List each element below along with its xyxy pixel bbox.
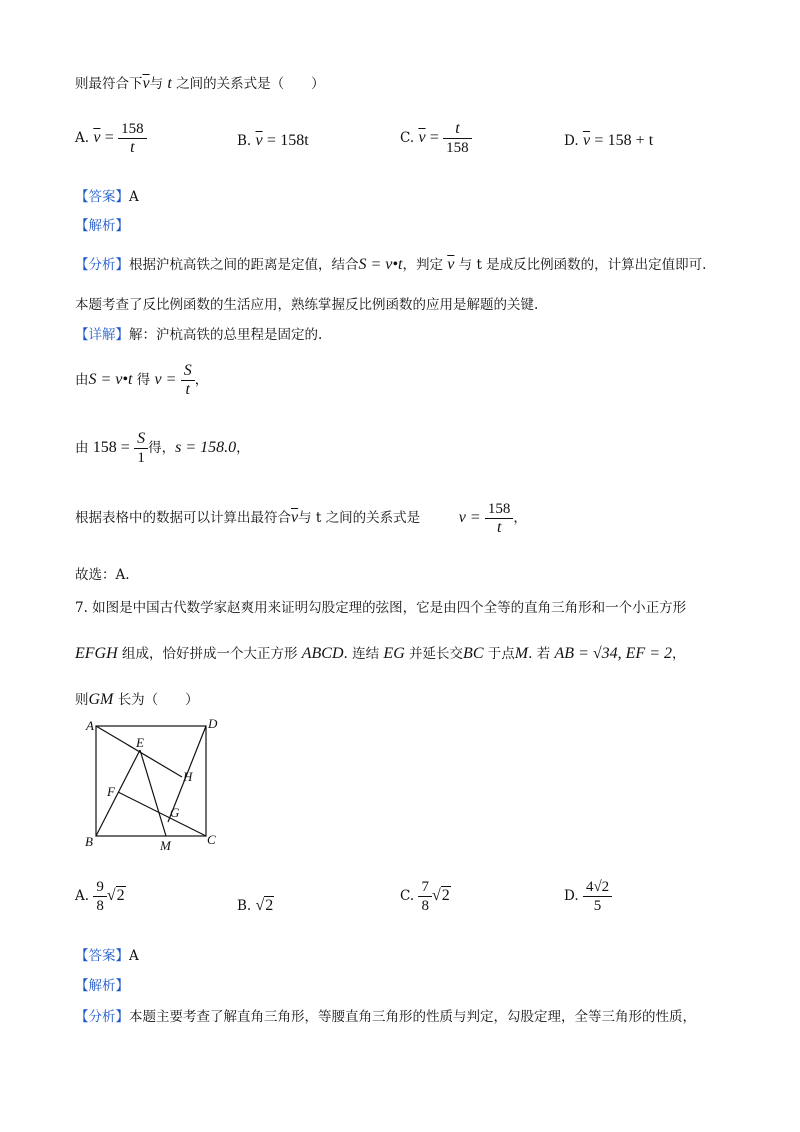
option-eq: = [104, 129, 114, 146]
q6-stem-text3: 之间的关系式是（ ） [176, 76, 325, 92]
q7-option-c [400, 878, 451, 915]
option-fraction [583, 878, 612, 915]
detail-punct: ， [513, 510, 527, 526]
detail-text: 根据表格中的数据可以计算出最符合 [75, 510, 291, 526]
q6-detail-line5 [75, 565, 130, 585]
v-bar: $\overline{v}$ [291, 509, 299, 526]
option-label: C. [400, 888, 415, 904]
option-lhs: $\overline{v}$ [418, 129, 426, 146]
frac-den: t [496, 519, 502, 536]
option-label: A. [75, 130, 90, 146]
math-efgh: EFGH [75, 645, 118, 662]
segment-em [140, 750, 166, 836]
math-m: M [514, 645, 529, 662]
option-lhs: $\overline{v}$ [582, 132, 591, 149]
math-gm: GM [88, 691, 114, 708]
q6-detail-line1 [75, 325, 322, 345]
math-eg: EG [383, 645, 405, 662]
q7-stem-text: . 若 [528, 646, 551, 662]
label-d: D [208, 716, 218, 731]
q6-option-d [564, 132, 653, 150]
detail-rhs: s = 158.0 [175, 439, 237, 456]
detail-lhs: v = [154, 371, 177, 388]
q6-fenxi [75, 255, 706, 275]
option-fraction [418, 878, 432, 915]
fenxi-formula: S = v•t [358, 256, 403, 273]
q7-stem-text: 于点 [487, 646, 515, 662]
sqrt-radicand: 2 [265, 897, 274, 914]
frac-den: 8 [421, 898, 429, 914]
segment-cf [118, 792, 206, 836]
q7-stem-text: 并延长交 [409, 646, 464, 662]
fenxi-text2: ，判定 [402, 257, 443, 273]
option-sqrt: √2 [106, 887, 125, 904]
q7-option-b [237, 897, 274, 915]
q7-answer [75, 946, 139, 966]
answer-value: A [129, 948, 139, 964]
detail-fraction [181, 362, 195, 399]
q6-stem [75, 74, 325, 94]
option-label: D. [564, 888, 579, 904]
fenxi-line2-text: 本题考查了反比例函数的生活应用，熟练掌握反比例函数的应用是解题的关键. [75, 297, 539, 313]
answer-tag: 【答案】 [75, 948, 129, 964]
frac-den: t [130, 139, 135, 156]
label-b: B [85, 834, 93, 849]
q6-detail-line4 [75, 500, 527, 537]
q6-detail-line2 [75, 362, 208, 399]
label-m: M [160, 838, 171, 853]
fenxi-text: 本题主要考查了解直角三角形，等腰直角三角形的性质与判定，勾股定理，全等三角形的性质， [129, 1009, 696, 1025]
option-fraction [118, 120, 147, 157]
q7-stem-text: 则 [75, 692, 89, 708]
frac-num: 9 [93, 878, 107, 897]
frac-den: 158 [446, 140, 469, 156]
q6-detail-line3 [75, 430, 250, 467]
q6-answer [75, 187, 139, 207]
frac-den: 1 [137, 450, 145, 466]
segment-be [96, 750, 140, 836]
label-c: C [207, 832, 216, 847]
option-eq: = [429, 129, 439, 146]
option-lhs: $\overline{v}$ [255, 132, 263, 149]
fenxi-text: 根据沪杭高铁之间的距离是定值，结合 [129, 257, 359, 273]
sqrt-radicand: 2 [116, 887, 125, 904]
label-f: F [107, 784, 115, 799]
label-e: E [136, 735, 144, 750]
frac-den: 8 [96, 898, 104, 914]
option-fraction [443, 120, 472, 157]
detail-fraction [134, 430, 148, 467]
q7-stem-text: 7. 如图是中国古代数学家赵爽用来证明勾股定理的弦图，它是由四个全等的直角三角形和一个小正方形 [75, 600, 687, 616]
q7-stem-line2 [75, 644, 685, 664]
detail-tag: 【详解】 [75, 327, 129, 343]
sqrt-radicand: 2 [441, 887, 450, 904]
frac-den: 5 [593, 898, 602, 914]
option-label: B. [237, 898, 252, 914]
detail-formula: S = v•t [88, 371, 133, 388]
answer-tag: 【答案】 [75, 189, 129, 205]
math-bc: BC [463, 645, 484, 662]
option-eq: = [594, 132, 604, 149]
q6-stem-text: 则最符合下 [75, 76, 143, 92]
detail-text2: 得 [136, 372, 151, 388]
detail-punct: ， [236, 440, 250, 456]
detail-punct: ， [194, 372, 209, 388]
frac-num: S [134, 430, 148, 449]
v-bar: $\overline{v}$ [447, 256, 455, 273]
option-fraction [93, 878, 107, 915]
detail-text2: 得， [148, 440, 176, 456]
option-label: D. [564, 133, 579, 149]
frac-den: t [185, 381, 190, 398]
q7-option-d [564, 878, 612, 915]
option-label: C. [400, 130, 415, 146]
option-rhs: 158 + t [607, 132, 654, 149]
option-eq: = [266, 132, 276, 149]
analysis-tag: 【解析】 [75, 218, 129, 234]
v-bar: $\overline{v}$ [142, 75, 150, 92]
detail-text2: 与 t 之间的关系式是 [298, 510, 421, 526]
q7-stem-text: . 连结 [343, 646, 380, 662]
detail-lhs: 158 = [92, 439, 130, 456]
q7-stem-text: ， [671, 646, 686, 662]
detail-line5-text: 故选：A. [75, 567, 130, 583]
label-a: A [86, 718, 94, 733]
q6-option-b [237, 132, 309, 150]
q7-analysis-tag [75, 976, 129, 996]
detail-lhs: v = [458, 509, 481, 526]
q7-fenxi [75, 1007, 696, 1027]
frac-num: 158 [118, 120, 147, 139]
fenxi-text3: 与 t 是成反比例函数的，计算出定值即可. [458, 257, 707, 273]
frac-num: 158 [485, 500, 514, 519]
math-abcd: ABCD [301, 645, 344, 662]
q6-option-a [75, 120, 147, 157]
q6-stem-text2: 与 [149, 76, 164, 92]
frac-num: S [181, 362, 195, 381]
t-var: t [167, 75, 172, 92]
option-label: B. [237, 133, 252, 149]
frac-num: 4√2 [583, 878, 612, 897]
q6-option-c [400, 120, 472, 157]
q7-stem-text: 长为（ ） [117, 692, 199, 708]
answer-value: A [129, 189, 139, 205]
q7-stem-line3 [75, 690, 199, 710]
q6-analysis-tag [75, 216, 129, 236]
q7-option-a [75, 878, 126, 915]
q6-fenxi-line2 [75, 295, 538, 315]
detail-text: 由 [75, 440, 89, 456]
q7-stem-line1 [75, 598, 686, 618]
q7-stem-text: 组成，恰好拼成一个大正方形 [121, 646, 298, 662]
option-sqrt: √2 [255, 897, 274, 914]
label-h: H [183, 769, 193, 784]
fenxi-tag: 【分析】 [75, 1009, 129, 1025]
option-label: A. [75, 888, 90, 904]
detail-fraction [485, 500, 514, 537]
math-condition: AB = √34, EF = 2 [554, 645, 672, 662]
frac-num: 7 [418, 878, 432, 897]
option-sqrt: √2 [431, 887, 450, 904]
detail-line1-text: 解：沪杭高铁的总里程是固定的. [129, 327, 323, 343]
option-rhs: 158t [280, 132, 309, 149]
frac-num: t [443, 120, 472, 139]
label-g: G [170, 805, 180, 820]
zhao-shuang-figure [80, 714, 220, 854]
option-lhs: $\overline{v}$ [93, 129, 101, 146]
fenxi-tag: 【分析】 [75, 257, 129, 273]
detail-text: 由 [75, 372, 89, 388]
analysis-tag: 【解析】 [75, 978, 129, 994]
